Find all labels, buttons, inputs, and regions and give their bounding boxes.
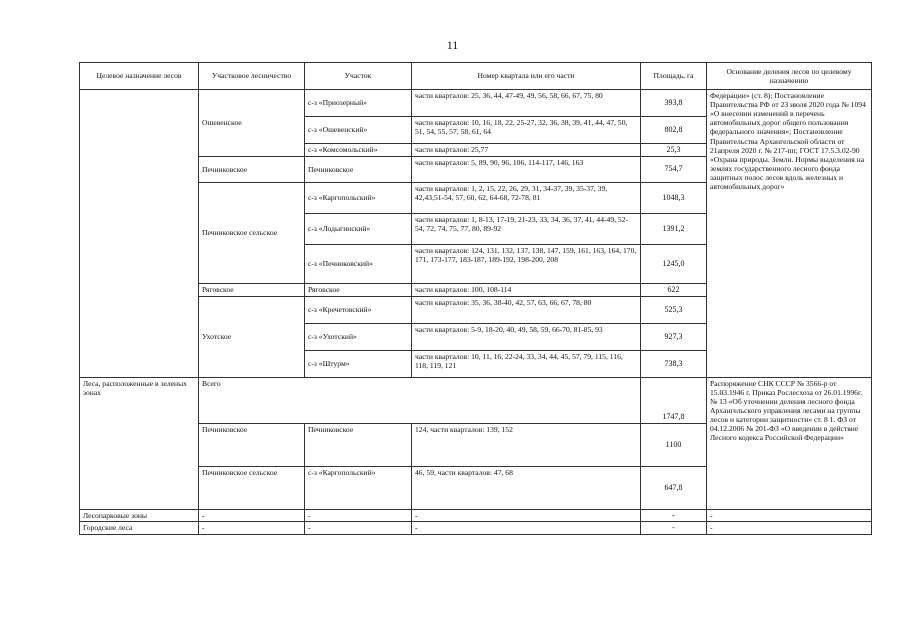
section-cell: с-з «Лодыгинский»	[305, 213, 412, 244]
area-cell: 738,3	[641, 350, 707, 377]
section-cell: с-з «Приозерный»	[305, 90, 412, 117]
forestry-cell: Ряговское	[199, 283, 305, 296]
area-cell: 754,7	[641, 156, 707, 182]
area-cell: 1100	[641, 423, 707, 466]
page-number: 11	[446, 38, 459, 52]
section-cell: с-з «Ухотский»	[305, 323, 412, 350]
area-cell: 1747,8	[641, 377, 707, 423]
basis-cell: -	[707, 522, 872, 535]
quarters-cell: части кварталов: 25,77	[412, 144, 641, 157]
section-cell: Печниковское	[305, 423, 412, 466]
section-cell: -	[305, 509, 412, 522]
section-cell: с-з «Кречетовский»	[305, 296, 412, 323]
header-quarters: Номер квартала или его части	[412, 63, 641, 90]
area-cell: 622	[641, 283, 707, 296]
quarters-cell: части кварталов: 1, 2, 15, 22, 26, 29, 31, 34-37, 39, 35-37, 39, 42,43,51-54, 57, 60, 62, 64-68, 72-78, 81	[412, 182, 641, 213]
purpose-cell: Лесопарковые зоны	[80, 509, 199, 522]
basis-cell: Распоряжение СНК СССР № 3566-р от 15.03.1946 г. Приказ Рослесхоза от 26.01.1996г. № 13 «Об уточнении деления лесного фонда Архангельского управления лесами на группы лесов и категории защитности» ст. 8 1. ФЗ от 04.12.2006 № 201-ФЗ «О введении в действие Лесного кодекса Российской Федерации»	[707, 377, 872, 509]
section-cell: с-з «Каргопольский»	[305, 466, 412, 509]
area-cell: 25,3	[641, 144, 707, 157]
quarters-cell: -	[412, 509, 641, 522]
basis-cell: Федерации» (ст. 8); Постановление Правительства РФ от 23 июля 2020 года № 1094 «О внесении изменений в перечень автомобильных дорог общего пользования федерального значения»; Постановление Правительства Архангельской области от 21апреля 2020 г. № 217-пп; ГОСТ 17.5.3.02-90 «Охрана природы. Земли. Нормы выделения на землях государственного лесного фонда защитных полос лесов вдоль железных и автомобильных дорог»	[707, 90, 872, 378]
area-cell: 802,8	[641, 117, 707, 144]
quarters-cell: части кварталов: 100, 108-114	[412, 283, 641, 296]
forestry-cell: Печниковское	[199, 423, 305, 466]
quarters-cell: части кварталов: 35, 36, 38-40, 42, 57, 63, 66, 67, 78, 80	[412, 296, 641, 323]
section-cell: -	[305, 522, 412, 535]
quarters-cell: 46, 59, части кварталов: 47, 68	[412, 466, 641, 509]
quarters-cell: части кварталов: 1, 8-13, 17-19, 21-23, 33, 34, 36, 37, 41, 44-49, 52-54, 72, 74, 75, 77, 80, 89-92	[412, 213, 641, 244]
section-cell: с-з «Печниковский»	[305, 244, 412, 283]
header-row	[80, 63, 872, 90]
quarters-cell: 124, части кварталов: 139, 152	[412, 423, 641, 466]
area-cell: 1391,2	[641, 213, 707, 244]
forestry-cell: Печниковское	[199, 156, 305, 182]
forestry-cell: Ухотское	[199, 296, 305, 377]
forestry-cell: Печниковское сельское	[199, 466, 305, 509]
section-cell: с-з «Комсомольский»	[305, 144, 412, 157]
header-section: Участок	[305, 63, 412, 90]
purpose-cell: Леса, расположенные в зеленых зонах	[80, 377, 199, 509]
area-cell: 525,3	[641, 296, 707, 323]
table-row-city	[80, 522, 872, 535]
area-cell: 647,8	[641, 466, 707, 509]
quarters-cell: части кварталов: 10, 11, 16, 22-24, 33, 34, 44, 45, 57, 79, 115, 116, 118, 119, 121	[412, 350, 641, 377]
area-cell: -	[641, 522, 707, 535]
header-basis: Основание деления лесов по целевому назначению	[707, 63, 872, 90]
forest-purpose-table	[79, 62, 872, 535]
forestry-cell: Ошевенское	[199, 90, 305, 157]
quarters-cell: части кварталов: 124, 131, 132, 137, 138, 147, 159, 161, 163, 164, 170, 171, 173-177, 183-187, 189-192, 198-200, 208	[412, 244, 641, 283]
forestry-cell: -	[199, 509, 305, 522]
purpose-cell: Городские леса	[80, 522, 199, 535]
header-forestry: Участковое лесничество	[199, 63, 305, 90]
area-cell: 1245,0	[641, 244, 707, 283]
area-cell: -	[641, 509, 707, 522]
quarters-cell: части кварталов: 5-9, 18-20, 40, 49, 58, 59, 66-70, 81-85, 93	[412, 323, 641, 350]
section-cell: с-з «Ошевенский»	[305, 117, 412, 144]
header-purpose: Целевое назначение лесов	[80, 63, 199, 90]
section-cell: с-з «Каргопольский»	[305, 182, 412, 213]
forestry-cell: -	[199, 522, 305, 535]
section-cell: Печниковское	[305, 156, 412, 182]
table-row-park	[80, 509, 872, 522]
quarters-cell: части кварталов: 5, 89, 90, 96, 106, 114-117, 146, 163	[412, 156, 641, 182]
table-row	[80, 90, 872, 117]
total-label-cell: Всего	[199, 377, 641, 423]
section-cell: Ряговское	[305, 283, 412, 296]
area-cell: 393,8	[641, 90, 707, 117]
quarters-cell: части кварталов: 10, 16, 18, 22, 25-27, 32, 36, 38, 39, 41, 44, 47, 50, 51, 54, 55, 57, 58, 61, 64	[412, 117, 641, 144]
table-row-green-total	[80, 377, 872, 423]
header-area: Площадь, га	[641, 63, 707, 90]
quarters-cell: части кварталов: 25, 36, 44, 47-49, 49, 56, 58, 66, 67, 75, 80	[412, 90, 641, 117]
forestry-cell: Печниковское сельское	[199, 182, 305, 283]
area-cell: 1048,3	[641, 182, 707, 213]
basis-cell: -	[707, 509, 872, 522]
section-cell: с-з «Штурм»	[305, 350, 412, 377]
purpose-cell	[80, 90, 199, 378]
area-cell: 927,3	[641, 323, 707, 350]
quarters-cell: -	[412, 522, 641, 535]
